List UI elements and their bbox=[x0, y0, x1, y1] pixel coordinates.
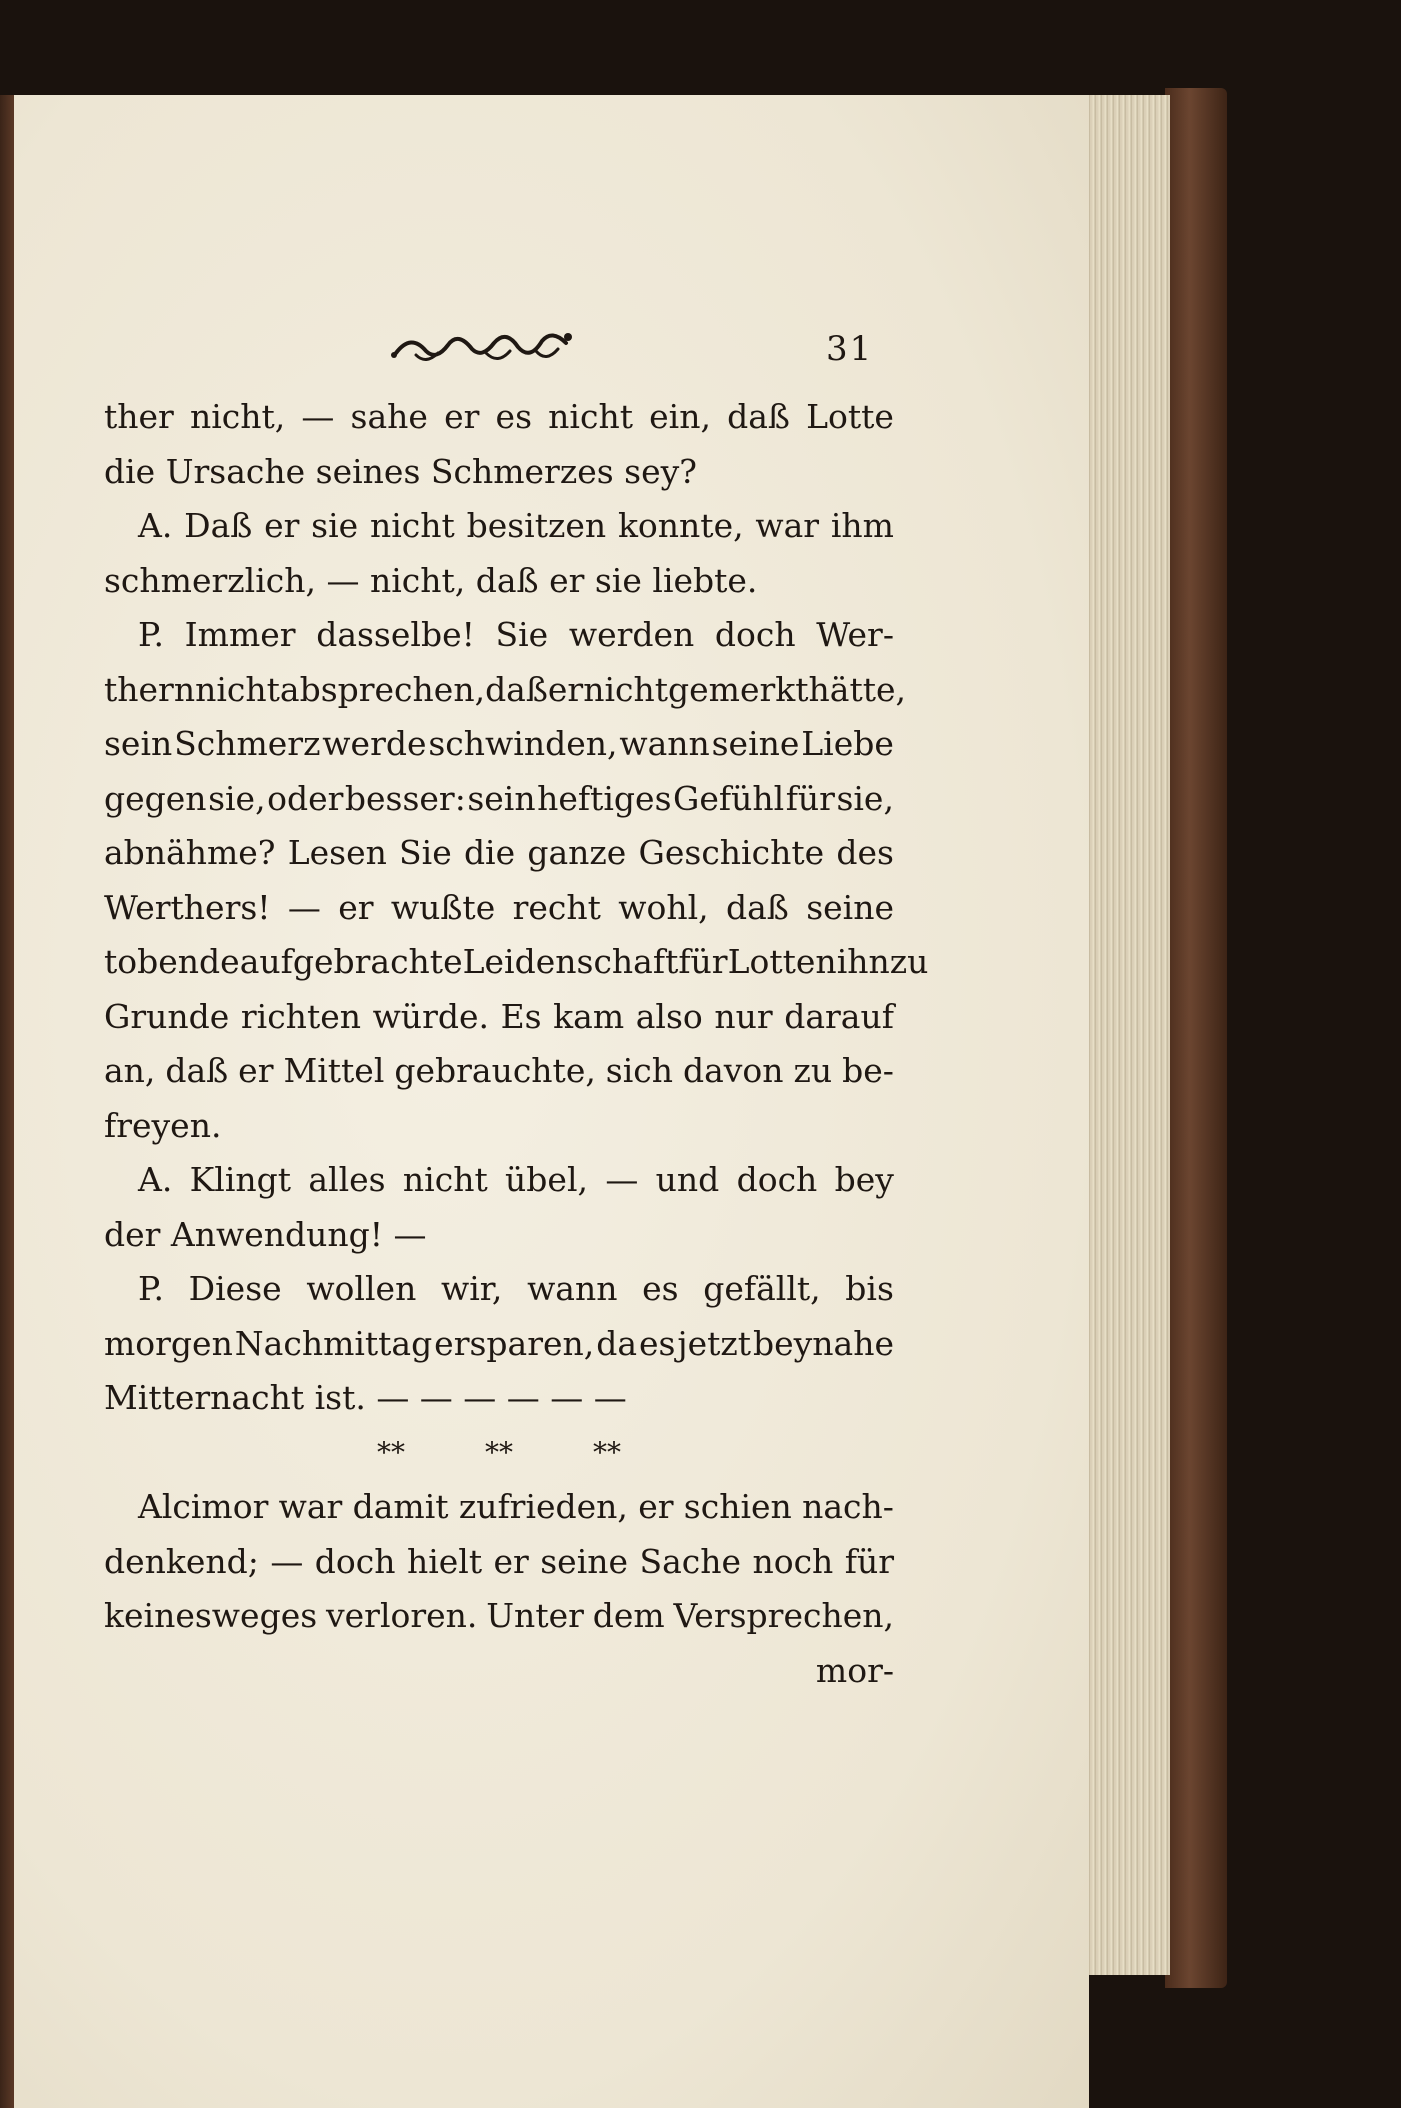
text-line: der Anwendung! — bbox=[104, 1214, 427, 1254]
book-cover-right bbox=[1165, 88, 1227, 1988]
text-line: A. Daß er sie nicht besitzen konnte, war ihm bbox=[138, 506, 894, 545]
text-line: denkend; — doch hielt er seine Sache noch für bbox=[104, 1541, 894, 1581]
page-edges bbox=[1085, 95, 1170, 1975]
text-line: Mitternacht ist. — — — — — — bbox=[104, 1378, 627, 1417]
text-line: schmerzlich, — nicht, daß er sie liebte. bbox=[104, 560, 758, 600]
text-line: sein Schmerz werde schwinden, wann seine Liebe bbox=[104, 724, 894, 763]
text-line: Grunde richten würde. Es kam also nur darauf bbox=[104, 996, 894, 1036]
asterism: ** bbox=[593, 1435, 621, 1469]
body-text bbox=[104, 390, 929, 1698]
section-separator bbox=[104, 1426, 894, 1481]
text-line: freyen. bbox=[104, 1105, 222, 1145]
text-line: an, daß er Mittel gebrauchte, sich davon zu be- bbox=[104, 1051, 894, 1090]
text-line: abnähme? Lesen Sie die ganze Geschichte des bbox=[104, 833, 894, 872]
text-line: Werthers! — er wußte recht wohl, daß seine bbox=[104, 887, 894, 927]
text-line: A. Klingt alles nicht übel, — und doch bey bbox=[138, 1160, 894, 1199]
text-line: gegen sie, oder besser: sein heftiges Gefühl für sie, bbox=[104, 778, 894, 818]
page-number: 31 bbox=[826, 329, 874, 369]
asterism: ** bbox=[377, 1435, 405, 1469]
running-head bbox=[14, 323, 1089, 383]
text-line: die Ursache seines Schmerzes sey? bbox=[104, 451, 697, 491]
text-line: P. Diese wollen wir, wann es gefällt, bis bbox=[138, 1269, 894, 1308]
text-line: ther nicht, — sahe er es nicht ein, daß Lotte bbox=[104, 397, 894, 436]
book-page bbox=[14, 95, 1089, 2108]
catchword bbox=[104, 1644, 894, 1699]
printers-ornament-icon bbox=[386, 323, 576, 373]
text-line: P. Immer dasselbe! Sie werden doch Wer- bbox=[138, 615, 894, 654]
text-line: Alcimor war damit zufrieden, er schien nach- bbox=[138, 1487, 894, 1526]
asterism: ** bbox=[485, 1435, 513, 1469]
text-line: morgen Nachmittag ersparen, da es jetzt beynahe bbox=[104, 1323, 894, 1363]
catchword-text: mor- bbox=[815, 1650, 894, 1690]
text-line: thern nicht absprechen, daß er nicht gemerkt hätte, bbox=[104, 669, 907, 709]
text-line: tobende aufgebrachte Leidenschaft für Lotten ihn zu bbox=[104, 942, 929, 981]
text-line: keinesweges verloren. Unter dem Versprechen, bbox=[104, 1596, 894, 1635]
